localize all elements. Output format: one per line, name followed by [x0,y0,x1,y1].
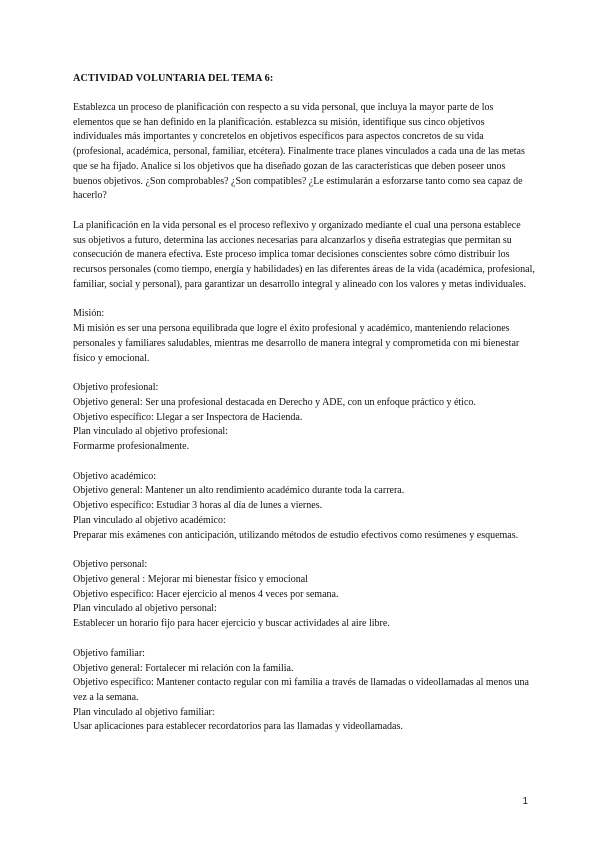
objective-general: Objetivo general: Mantener un alto rendimiento académico durante toda la carrera. [73,485,405,497]
objective-specific: Objetivo específico: Llegar a ser Inspectora de Hacienda. [73,411,303,423]
objective-personal-section [73,558,535,632]
objective-general: Objetivo general: Fortalecer mi relación con la familia. [73,662,294,674]
objective-general: Objetivo general: Ser una profesional destacada en Derecho y ADE, con un enfoque práctico y ético. [73,396,476,408]
plan-text: Usar aplicaciones para establecer recordatorios para las llamadas y videollamadas. [73,721,403,733]
objective-professional-section [73,381,535,455]
plan-heading: Plan vinculado al objetivo académico: [73,514,226,526]
plan-heading: Plan vinculado al objetivo familiar: [73,706,215,718]
page-number: 1 [522,796,528,807]
document-page [73,72,535,750]
plan-heading: Plan vinculado al objetivo personal: [73,603,217,615]
plan-text: Preparar mis exámenes con anticipación, utilizando métodos de estudio efectivos como resúmenes y esquemas. [73,529,519,541]
objective-family-section [73,647,535,735]
objective-specific: Objetivo específico: Estudiar 3 horas al día de lunes a viernes. [73,500,323,512]
objective-heading: Objetivo profesional: [73,382,159,394]
definition-paragraph: La planificación en la vida personal es el proceso reflexivo y organizado mediante el cual una persona establece sus objetivos a futuro, determina las acciones necesarias para alcanzarlos y diseña estrategias que permitan su consecución de manera efectiva. Este proceso implica tomar decisiones conscientes sobre cómo distribuir los recursos personales (como tiempo, energía y habilidades) en las diferentes áreas de la vida (académica, profesional, familiar, social y personal), para garantizar un desarrollo integral y alineado con los valores y metas individuales. [73,219,535,290]
intro-paragraph: Establezca un proceso de planificación con respecto a su vida personal, que incluya la mayor parte de los elementos que se han definido en la planificación. establezca su misión, identifique sus cinco objetivos individuales más importantes y concretelos en objetivos específicos para aspectos concretos de su vida (profesional, académica, personal, familiar, etcétera). Finalmente trace planes vinculados a cada una de las metas que se ha fijado. Analice si los objetivos que ha diseñado gozan de las características que deben poseer unos buenos objetivos. ¿Son comprobables? ¿Son compatibles? ¿Le estimularán a esforzarse tanto como sea capaz de hacerlo? [73,102,525,202]
plan-heading: Plan vinculado al objetivo profesional: [73,426,228,438]
mission-text: Mi misión es ser una persona equilibrada que logre el éxito profesional y académico, manteniendo relaciones personales y familiares saludables, mientras me desarrollo de manera integral y comprometida con mi bienestar físico y emocional. [73,323,520,364]
objective-general: Objetivo general : Mejorar mi bienestar físico y emocional [73,573,308,585]
mission-heading: Misión: [73,308,105,320]
objective-academic-section [73,470,535,544]
objective-heading: Objetivo familiar: [73,647,145,659]
document-title: ACTIVIDAD VOLUNTARIA DEL TEMA 6: [73,73,274,84]
plan-text: Establecer un horario fijo para hacer ejercicio y buscar actividades al aire libre. [73,618,390,630]
objective-specific: Objetivo específico: Hacer ejercicio al menos 4 veces por semana. [73,588,339,600]
mission-section [73,307,535,366]
objective-heading: Objetivo académico: [73,470,157,482]
objective-heading: Objetivo personal: [73,559,148,571]
objective-specific: Objetivo específico: Mantener contacto regular con mi familia a través de llamadas o videollamadas al menos una vez a la semana. [73,677,529,703]
plan-text: Formarme profesionalmente. [73,441,190,453]
